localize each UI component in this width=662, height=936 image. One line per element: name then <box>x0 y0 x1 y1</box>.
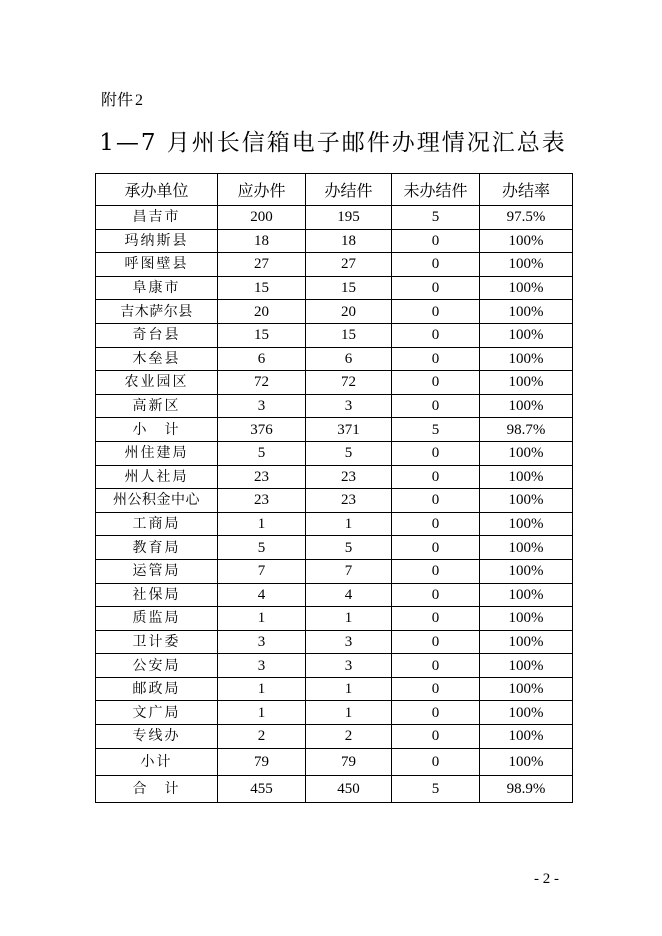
cell-pending: 0 <box>392 229 480 253</box>
cell-unit: 卫计委 <box>96 630 218 654</box>
cell-unit: 高新区 <box>96 394 218 418</box>
attachment-text: 附件 <box>101 90 134 109</box>
cell-rate: 100% <box>480 559 573 583</box>
cell-unit: 教育局 <box>96 536 218 560</box>
cell-rate: 100% <box>480 300 573 324</box>
cell-rate: 100% <box>480 701 573 725</box>
cell-due: 2 <box>218 725 306 749</box>
cell-unit: 文广局 <box>96 701 218 725</box>
cell-due: 20 <box>218 300 306 324</box>
cell-unit: 昌吉市 <box>96 206 218 230</box>
column-header-rate: 办结率 <box>480 174 573 206</box>
table-row <box>96 559 573 583</box>
cell-rate: 100% <box>480 654 573 678</box>
table-row <box>96 206 573 230</box>
table-row <box>96 300 573 324</box>
subtotal-row <box>96 748 573 775</box>
cell-due: 5 <box>218 441 306 465</box>
cell-rate: 98.7% <box>480 418 573 442</box>
page-number: - 2 - <box>534 871 559 887</box>
cell-unit: 木垒县 <box>96 347 218 371</box>
cell-done: 195 <box>306 206 392 230</box>
cell-done: 1 <box>306 677 392 701</box>
cell-rate: 100% <box>480 748 573 775</box>
cell-rate: 100% <box>480 677 573 701</box>
cell-done: 23 <box>306 489 392 513</box>
column-header-unit: 承办单位 <box>96 174 218 206</box>
cell-unit: 专线办 <box>96 725 218 749</box>
table-row <box>96 253 573 277</box>
cell-unit: 州住建局 <box>96 441 218 465</box>
cell-due: 3 <box>218 394 306 418</box>
table-row <box>96 677 573 701</box>
cell-due: 1 <box>218 512 306 536</box>
cell-pending: 0 <box>392 512 480 536</box>
attachment-number: 2 <box>135 92 144 109</box>
cell-unit: 奇台县 <box>96 323 218 347</box>
cell-due: 23 <box>218 489 306 513</box>
cell-rate: 100% <box>480 253 573 277</box>
cell-done: 6 <box>306 347 392 371</box>
cell-pending: 0 <box>392 583 480 607</box>
cell-done: 2 <box>306 725 392 749</box>
cell-pending: 0 <box>392 748 480 775</box>
cell-pending: 0 <box>392 607 480 631</box>
cell-pending: 0 <box>392 654 480 678</box>
cell-due: 15 <box>218 276 306 300</box>
cell-pending: 0 <box>392 725 480 749</box>
table-row <box>96 701 573 725</box>
cell-due: 15 <box>218 323 306 347</box>
cell-done: 3 <box>306 630 392 654</box>
cell-pending: 0 <box>392 465 480 489</box>
cell-rate: 100% <box>480 512 573 536</box>
cell-unit: 运管局 <box>96 559 218 583</box>
table-row <box>96 465 573 489</box>
table-row <box>96 347 573 371</box>
cell-due: 27 <box>218 253 306 277</box>
cell-unit: 合 计 <box>96 775 218 802</box>
table-row <box>96 725 573 749</box>
cell-rate: 100% <box>480 536 573 560</box>
table-row <box>96 630 573 654</box>
cell-rate: 100% <box>480 489 573 513</box>
cell-rate: 100% <box>480 394 573 418</box>
column-header-pending: 未办结件 <box>392 174 480 206</box>
cell-unit: 阜康市 <box>96 276 218 300</box>
cell-pending: 0 <box>392 371 480 395</box>
cell-rate: 100% <box>480 371 573 395</box>
table-row <box>96 323 573 347</box>
cell-unit: 州人社局 <box>96 465 218 489</box>
cell-pending: 0 <box>392 253 480 277</box>
table-row <box>96 583 573 607</box>
cell-due: 7 <box>218 559 306 583</box>
cell-done: 371 <box>306 418 392 442</box>
cell-due: 455 <box>218 775 306 802</box>
cell-done: 79 <box>306 748 392 775</box>
cell-pending: 0 <box>392 630 480 654</box>
cell-unit: 小计 <box>96 748 218 775</box>
cell-due: 3 <box>218 654 306 678</box>
cell-done: 18 <box>306 229 392 253</box>
cell-due: 23 <box>218 465 306 489</box>
table-row <box>96 229 573 253</box>
total-row <box>96 775 573 802</box>
cell-rate: 100% <box>480 276 573 300</box>
cell-unit: 工商局 <box>96 512 218 536</box>
table-row <box>96 394 573 418</box>
table-row <box>96 512 573 536</box>
cell-pending: 0 <box>392 536 480 560</box>
cell-done: 27 <box>306 253 392 277</box>
column-header-done: 办结件 <box>306 174 392 206</box>
table-row <box>96 276 573 300</box>
cell-rate: 100% <box>480 465 573 489</box>
cell-done: 3 <box>306 654 392 678</box>
cell-rate: 100% <box>480 229 573 253</box>
table-row <box>96 371 573 395</box>
cell-unit: 公安局 <box>96 654 218 678</box>
cell-due: 376 <box>218 418 306 442</box>
cell-unit: 社保局 <box>96 583 218 607</box>
cell-pending: 5 <box>392 775 480 802</box>
cell-due: 79 <box>218 748 306 775</box>
cell-rate: 100% <box>480 441 573 465</box>
page-title: 1—7 月州长信箱电子邮件办理情况汇总表 <box>99 130 567 156</box>
cell-pending: 5 <box>392 418 480 442</box>
cell-due: 5 <box>218 536 306 560</box>
cell-pending: 0 <box>392 300 480 324</box>
cell-rate: 100% <box>480 725 573 749</box>
cell-unit: 呼图壁县 <box>96 253 218 277</box>
cell-done: 5 <box>306 536 392 560</box>
summary-table <box>95 173 573 803</box>
cell-due: 4 <box>218 583 306 607</box>
cell-pending: 0 <box>392 489 480 513</box>
cell-unit: 吉木萨尔县 <box>96 300 218 324</box>
cell-unit: 小 计 <box>96 418 218 442</box>
cell-due: 6 <box>218 347 306 371</box>
cell-pending: 0 <box>392 394 480 418</box>
cell-rate: 100% <box>480 630 573 654</box>
table-header-row <box>96 174 573 206</box>
cell-done: 72 <box>306 371 392 395</box>
table-row <box>96 441 573 465</box>
cell-due: 200 <box>218 206 306 230</box>
cell-rate: 97.5% <box>480 206 573 230</box>
cell-done: 3 <box>306 394 392 418</box>
cell-unit: 质监局 <box>96 607 218 631</box>
cell-done: 15 <box>306 323 392 347</box>
cell-unit: 农业园区 <box>96 371 218 395</box>
cell-due: 1 <box>218 677 306 701</box>
cell-pending: 0 <box>392 559 480 583</box>
table-row <box>96 607 573 631</box>
cell-pending: 0 <box>392 276 480 300</box>
cell-rate: 100% <box>480 347 573 371</box>
cell-done: 15 <box>306 276 392 300</box>
cell-done: 450 <box>306 775 392 802</box>
table-row <box>96 654 573 678</box>
cell-unit: 州公积金中心 <box>96 489 218 513</box>
cell-due: 72 <box>218 371 306 395</box>
cell-done: 4 <box>306 583 392 607</box>
attachment-label <box>101 89 143 112</box>
cell-rate: 100% <box>480 607 573 631</box>
cell-rate: 100% <box>480 323 573 347</box>
cell-done: 1 <box>306 701 392 725</box>
cell-done: 23 <box>306 465 392 489</box>
cell-due: 1 <box>218 701 306 725</box>
cell-pending: 0 <box>392 323 480 347</box>
cell-done: 7 <box>306 559 392 583</box>
cell-due: 3 <box>218 630 306 654</box>
column-header-due: 应办件 <box>218 174 306 206</box>
cell-pending: 5 <box>392 206 480 230</box>
cell-due: 1 <box>218 607 306 631</box>
cell-rate: 98.9% <box>480 775 573 802</box>
cell-done: 5 <box>306 441 392 465</box>
cell-pending: 0 <box>392 441 480 465</box>
cell-done: 1 <box>306 512 392 536</box>
cell-pending: 0 <box>392 347 480 371</box>
cell-rate: 100% <box>480 583 573 607</box>
cell-pending: 0 <box>392 701 480 725</box>
table-row <box>96 536 573 560</box>
cell-pending: 0 <box>392 677 480 701</box>
table-row <box>96 489 573 513</box>
cell-done: 1 <box>306 607 392 631</box>
subtotal-row <box>96 418 573 442</box>
cell-due: 18 <box>218 229 306 253</box>
cell-unit: 玛纳斯县 <box>96 229 218 253</box>
cell-done: 20 <box>306 300 392 324</box>
cell-unit: 邮政局 <box>96 677 218 701</box>
